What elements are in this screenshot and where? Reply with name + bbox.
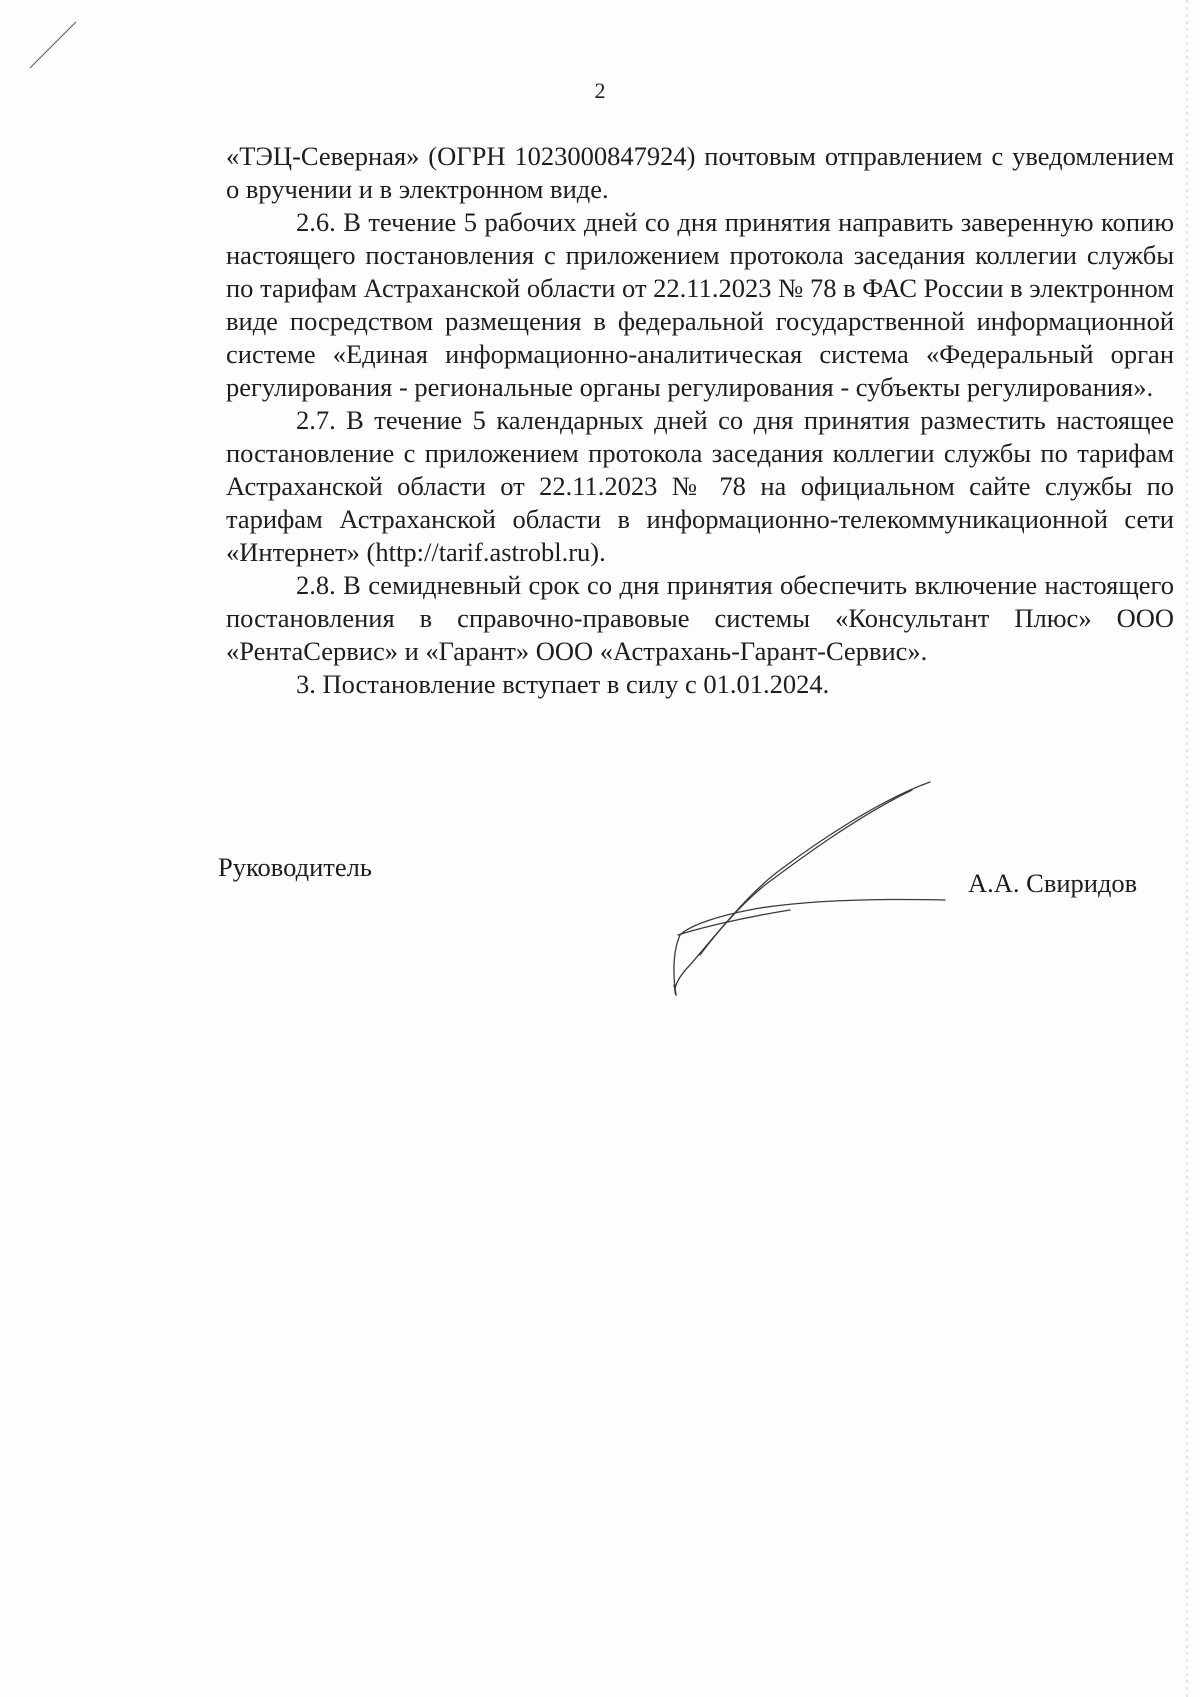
paragraph-item-2-8: 2.8. В семидневный срок со дня принятия обеспечить включение настоящего постановления в справочно-правовые системы «Консультант Плюс» ООО «РентаСервис» и «Гарант» ООО «Астрахань-Гарант-Сервис». [226,570,1174,666]
paragraph-item-3: 3. Постановление вступает в силу с 01.01.2024. [296,669,830,699]
paragraph-continuation: «ТЭЦ-Северная» (ОГРН 1023000847924) почтовым отправлением с уведомлением о вручении и в электронном виде. [226,141,1174,204]
paragraph-item-2-6: 2.6. В течение 5 рабочих дней со дня принятия направить заверенную копию настоящего постановления с приложением протокола заседания коллегии службы по тарифам Астраханской области от 22.11.2023 № 78 в ФАС России в электронном виде посредством размещения в федеральной государственной информационной системе «Единая информационно-аналитическая система «Федеральный орган регулирования - региональные органы регулирования - субъекты регулирования». [226,207,1174,402]
scan-edge-line [1186,0,1188,1697]
signer-position: Руководитель [218,852,372,882]
scan-corner-mark [0,0,100,90]
document-body [226,140,1174,701]
paragraph-item-2-7: 2.7. В течение 5 календарных дней со дня принятия разместить настоящее постановление с приложением протокола заседания коллегии службы по тарифам Астраханской области от 22.11.2023 № 78 на официальном сайте службы по тарифам Астраханской области в информационно-телекоммуникационной сети «Интернет» (http://tarif.astrobl.ru). [226,405,1174,567]
signer-name: А.А. Свиридов [968,868,1138,898]
page-number: 2 [594,78,606,103]
